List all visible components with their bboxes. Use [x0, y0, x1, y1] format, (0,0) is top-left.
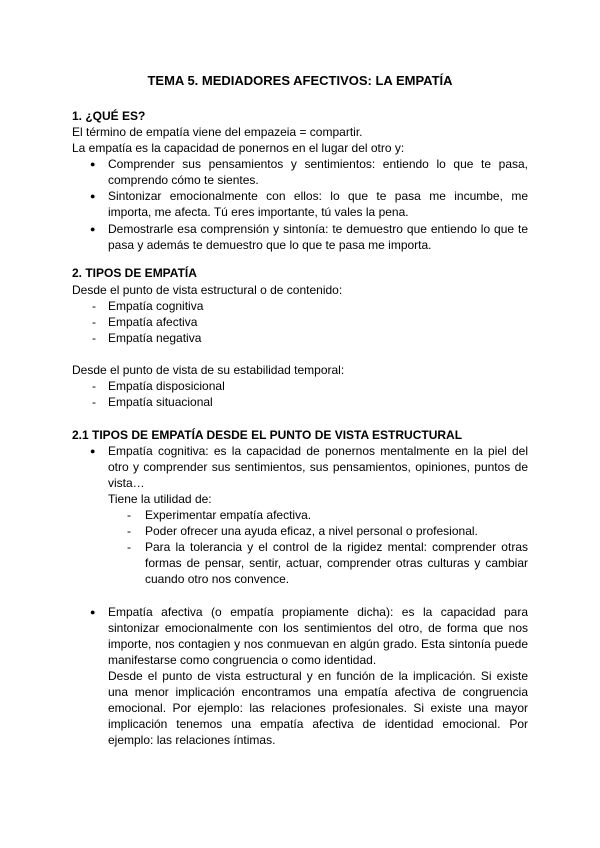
bullet-marker: ● [90, 191, 96, 201]
affective-line-6: una menor implicación encontramos una empatía afectiva de congruencia [108, 685, 528, 699]
affective-line-9: ejemplo: las relaciones íntimas. [108, 733, 276, 747]
section-1-bullet-2-line-1: Sintonizar emocionalmente con ellos: lo que te pasa me incumbe, me [108, 189, 528, 203]
section-1-bullet-2-line-2: importa, me afecta. Tú eres importante, tú vales la pena. [108, 205, 409, 219]
dash-marker: - [92, 331, 96, 345]
bullet-marker: ● [90, 159, 96, 169]
section-1-paragraph-2: La empatía es la capacidad de ponernos en el lugar del otro y: [72, 141, 405, 155]
utility-item-3-line-3: cuando otro nos convence. [145, 572, 290, 586]
dash-marker: - [92, 379, 96, 393]
affective-line-7: emocional. Por ejemplo: las relaciones profesionales. Si existe una mayor [108, 701, 528, 715]
affective-line-8: implicación tenemos una empatía afectiva de identidad emocional. Por [108, 717, 528, 731]
section-1-bullet-3-line-2: pasa y además te demuestro que lo que te pasa me importa. [108, 238, 432, 252]
utility-item-1: Experimentar empatía afectiva. [145, 508, 312, 522]
affective-line-4: manifestarse como congruencia o como identidad. [108, 653, 377, 667]
bullet-marker: ● [90, 224, 96, 234]
utility-item-3-line-2: formas de pensar, sentir, actuar, comprender otras culturas y cambiar [145, 556, 528, 570]
list-item: Empatía disposicional [108, 379, 225, 393]
section-1-bullet-3-line-1: Demostrarle esa comprensión y sintonía: te demuestro que entiendo lo que te [108, 222, 528, 236]
section-1-heading: 1. ¿QUÉ ES? [72, 109, 146, 123]
list-item: Empatía situacional [108, 395, 213, 409]
page-title: TEMA 5. MEDIADORES AFECTIVOS: LA EMPATÍA [147, 73, 453, 88]
cognitive-line-2: otro y comprender sus sentimientos, sus pensamientos, opiniones, puntos de [108, 460, 528, 474]
dash-marker: - [127, 524, 131, 538]
list-item: Empatía cognitiva [108, 299, 204, 313]
section-1-bullet-1-line-1: Comprender sus pensamientos y sentimientos: entiendo lo que te pasa, [108, 157, 528, 171]
dash-marker: - [127, 508, 131, 522]
section-2-intro-2: Desde el punto de vista de su estabilidad temporal: [72, 363, 345, 377]
section-2-intro-1: Desde el punto de vista estructural o de contenido: [72, 283, 343, 297]
bullet-marker: ● [90, 607, 96, 617]
section-2-1-heading: 2.1 TIPOS DE EMPATÍA DESDE EL PUNTO DE VISTA ESTRUCTURAL [72, 428, 463, 442]
affective-line-5: Desde el punto de vista estructural y en función de la implicación. Si existe [108, 669, 528, 683]
affective-line-1: Empatía afectiva (o empatía propiamente dicha): es la capacidad para [108, 605, 528, 619]
bullet-marker: ● [90, 446, 96, 456]
list-item: Empatía negativa [108, 331, 202, 345]
section-2-heading: 2. TIPOS DE EMPATÍA [72, 266, 197, 280]
cognitive-line-1: Empatía cognitiva: es la capacidad de ponernos mentalmente en la piel del [108, 444, 528, 458]
cognitive-line-3: vista… [108, 476, 145, 490]
affective-line-3: importe, nos contagien y nos conmuevan en algún grado. Esta sintonía puede [108, 637, 528, 651]
dash-marker: - [127, 540, 131, 554]
section-1-paragraph-1: El término de empatía viene del empazeia = compartir. [72, 125, 363, 139]
section-1-bullet-1-line-2: comprendo cómo te sientes. [108, 173, 259, 187]
dash-marker: - [92, 299, 96, 313]
dash-marker: - [92, 315, 96, 329]
dash-marker: - [92, 395, 96, 409]
utility-item-2: Poder ofrecer una ayuda eficaz, a nivel personal o profesional. [145, 524, 478, 538]
list-item: Empatía afectiva [108, 315, 198, 329]
cognitive-utility: Tiene la utilidad de: [108, 492, 212, 506]
affective-line-2: sintonizar emocionalmente con los sentimientos del otro, de forma que nos [108, 621, 528, 635]
utility-item-3-line-1: Para la tolerancia y el control de la rigidez mental: comprender otras [145, 540, 528, 554]
